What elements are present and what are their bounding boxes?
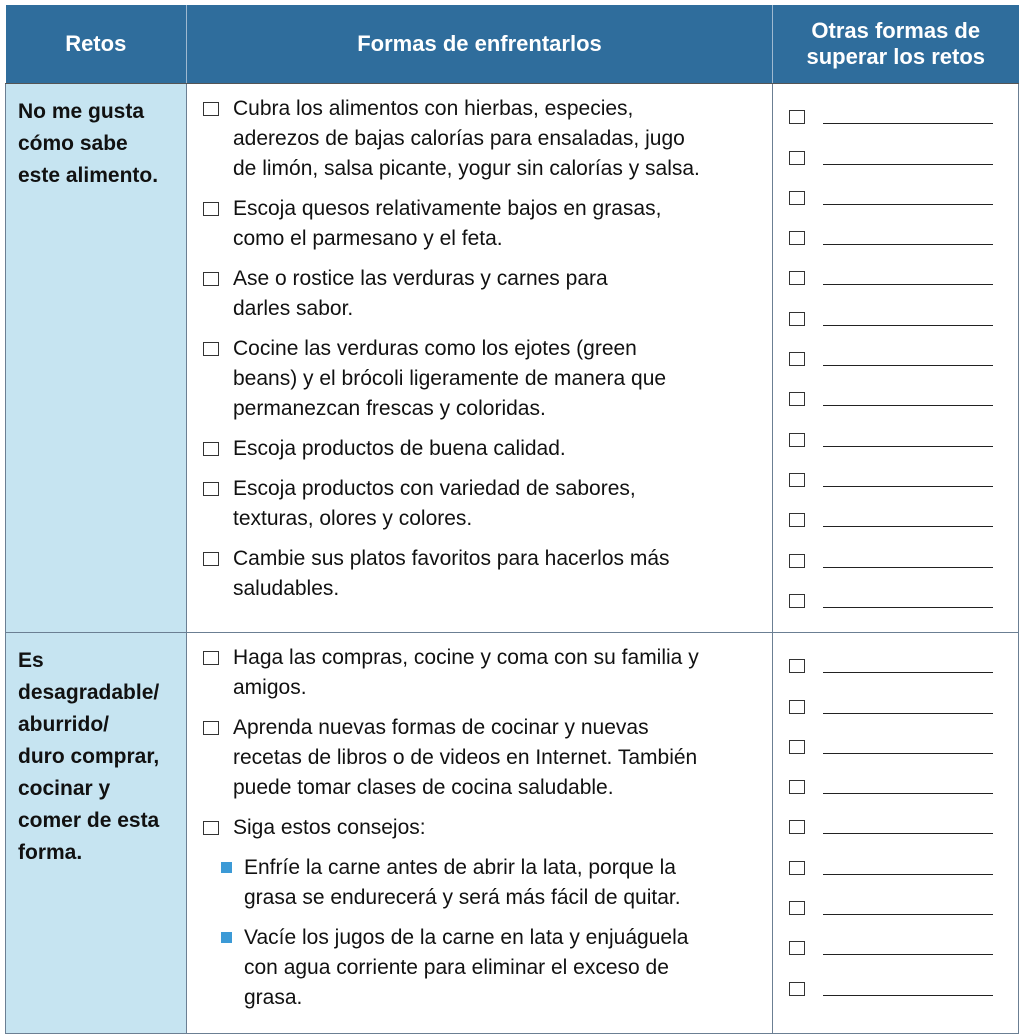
checkbox[interactable]	[203, 721, 219, 735]
reto-line: forma.	[18, 841, 83, 864]
header-formas: Formas de enfrentarlos	[187, 5, 773, 84]
checkbox[interactable]	[789, 271, 805, 285]
worksheet	[5, 5, 1018, 1017]
checkbox[interactable]	[789, 659, 805, 673]
checkbox[interactable]	[203, 102, 219, 116]
list-item	[203, 334, 762, 424]
sub-item	[221, 853, 762, 913]
square-bullet-icon	[221, 862, 232, 873]
checkbox[interactable]	[203, 552, 219, 566]
checkbox[interactable]	[203, 342, 219, 356]
reto-line: comer de esta	[18, 809, 160, 832]
write-in-line[interactable]	[823, 753, 993, 754]
write-in-line[interactable]	[823, 833, 993, 834]
checkbox[interactable]	[203, 442, 219, 456]
table-row	[6, 633, 1019, 1034]
list-item	[203, 94, 762, 184]
checkbox[interactable]	[789, 231, 805, 245]
write-in-line[interactable]	[823, 123, 993, 124]
otras-cell	[773, 84, 1019, 633]
write-in-line[interactable]	[823, 874, 993, 875]
write-in-line[interactable]	[823, 607, 993, 608]
list-item	[203, 264, 762, 324]
checkbox[interactable]	[789, 820, 805, 834]
blank-line-row	[789, 493, 1008, 533]
blank-line-row	[789, 760, 1008, 800]
header-otras	[773, 5, 1019, 84]
item-text: Escoja productos con variedad de sabores, texturas, olores y colores.	[233, 477, 636, 530]
checkbox[interactable]	[789, 151, 805, 165]
write-in-line[interactable]	[823, 446, 993, 447]
reto-line: desagradable/	[18, 681, 160, 704]
list-item	[203, 643, 762, 703]
table-row	[6, 84, 1019, 633]
checkbox[interactable]	[789, 352, 805, 366]
reto-line: cocinar y	[18, 777, 111, 800]
write-in-line[interactable]	[823, 325, 993, 326]
blank-line-row	[789, 881, 1008, 921]
write-in-line[interactable]	[823, 204, 993, 205]
checkbox[interactable]	[789, 740, 805, 754]
checkbox[interactable]	[789, 554, 805, 568]
write-in-line[interactable]	[823, 486, 993, 487]
checkbox[interactable]	[789, 433, 805, 447]
write-in-line[interactable]	[823, 526, 993, 527]
blank-line-row	[789, 961, 1008, 1001]
item-text: Siga estos consejos:	[233, 816, 426, 839]
list-item	[203, 434, 762, 464]
blank-line-row	[789, 332, 1008, 372]
reto-line: cómo sabe	[18, 132, 128, 155]
item-text: Ase o rostice las verduras y carnes para darles sabor.	[233, 267, 608, 320]
write-in-line[interactable]	[823, 954, 993, 955]
blank-line-row	[789, 639, 1008, 679]
checkbox[interactable]	[789, 473, 805, 487]
blank-line-row	[789, 921, 1008, 961]
checkbox[interactable]	[789, 861, 805, 875]
write-in-line[interactable]	[823, 672, 993, 673]
header-otras-line1: Otras formas de	[811, 18, 981, 43]
blank-line-row	[789, 211, 1008, 251]
blank-line-row	[789, 130, 1008, 170]
write-in-line[interactable]	[823, 995, 993, 996]
blank-lines	[789, 90, 1008, 614]
checkbox[interactable]	[789, 780, 805, 794]
write-in-line[interactable]	[823, 713, 993, 714]
write-in-line[interactable]	[823, 365, 993, 366]
write-in-line[interactable]	[823, 164, 993, 165]
item-text: Cubra los alimentos con hierbas, especies, aderezos de bajas calorías para ensaladas, jugo de limón, salsa picante, yogur sin calorías y salsa.	[233, 97, 700, 180]
item-text: Escoja productos de buena calidad.	[233, 437, 566, 460]
formas-cell	[187, 84, 773, 633]
header-retos: Retos	[6, 5, 187, 84]
blank-line-row	[789, 291, 1008, 331]
list-item	[203, 474, 762, 534]
list-item	[203, 713, 762, 803]
checkbox[interactable]	[789, 312, 805, 326]
write-in-line[interactable]	[823, 567, 993, 568]
reto-line: duro comprar,	[18, 745, 160, 768]
blank-line-row	[789, 840, 1008, 880]
blank-line-row	[789, 412, 1008, 452]
blank-line-row	[789, 574, 1008, 614]
otras-cell	[773, 633, 1019, 1034]
blank-line-row	[789, 171, 1008, 211]
header-row	[6, 5, 1019, 84]
checkbox[interactable]	[203, 202, 219, 216]
checkbox[interactable]	[203, 651, 219, 665]
item-text: Cocine las verduras como los ejotes (green beans) y el brócoli ligeramente de manera que permanezcan frescas y coloridas.	[233, 337, 667, 420]
blank-line-row	[789, 800, 1008, 840]
checkbox[interactable]	[789, 941, 805, 955]
checkbox[interactable]	[789, 982, 805, 996]
blank-line-row	[789, 533, 1008, 573]
write-in-line[interactable]	[823, 793, 993, 794]
checkbox[interactable]	[789, 392, 805, 406]
checkbox[interactable]	[789, 594, 805, 608]
checkbox[interactable]	[789, 700, 805, 714]
list-item	[203, 813, 762, 843]
blank-line-row	[789, 90, 1008, 130]
checkbox[interactable]	[789, 191, 805, 205]
checkbox[interactable]	[203, 821, 219, 835]
sub-item-text: Vacíe los jugos de la carne en lata y enjuáguela con agua corriente para eliminar el exceso de grasa.	[244, 926, 689, 1009]
item-text: Aprenda nuevas formas de cocinar y nuevas recetas de libros o de videos en Internet. También puede tomar clases de cocina saludable.	[233, 716, 698, 799]
sub-item	[221, 923, 762, 1013]
write-in-line[interactable]	[823, 405, 993, 406]
checkbox[interactable]	[789, 513, 805, 527]
checkbox[interactable]	[203, 482, 219, 496]
sub-item-text: Enfríe la carne antes de abrir la lata, porque la grasa se endurecerá y será más fácil de quitar.	[244, 856, 681, 909]
reto-line: Es	[18, 649, 44, 672]
header-otras-line2: superar los retos	[806, 44, 985, 69]
write-in-line[interactable]	[823, 244, 993, 245]
checkbox[interactable]	[203, 272, 219, 286]
reto-cell	[6, 84, 187, 633]
write-in-line[interactable]	[823, 284, 993, 285]
blank-line-row	[789, 679, 1008, 719]
formas-cell	[187, 633, 773, 1034]
blank-line-row	[789, 372, 1008, 412]
write-in-line[interactable]	[823, 914, 993, 915]
blank-line-row	[789, 720, 1008, 760]
item-text: Haga las compras, cocine y coma con su familia y amigos.	[233, 646, 699, 699]
item-text: Cambie sus platos favoritos para hacerlos más saludables.	[233, 547, 670, 600]
list-item	[203, 194, 762, 254]
square-bullet-icon	[221, 932, 232, 943]
reto-line: este alimento.	[18, 164, 159, 187]
list-item	[203, 544, 762, 604]
reto-line: aburrido/	[18, 713, 110, 736]
blank-line-row	[789, 251, 1008, 291]
blank-line-row	[789, 453, 1008, 493]
item-text: Escoja quesos relativamente bajos en grasas, como el parmesano y el feta.	[233, 197, 662, 250]
checkbox[interactable]	[789, 110, 805, 124]
checkbox[interactable]	[789, 901, 805, 915]
reto-line: No me gusta	[18, 100, 145, 123]
blank-lines	[789, 639, 1008, 1002]
reto-cell	[6, 633, 187, 1034]
challenges-table	[5, 5, 1019, 1034]
